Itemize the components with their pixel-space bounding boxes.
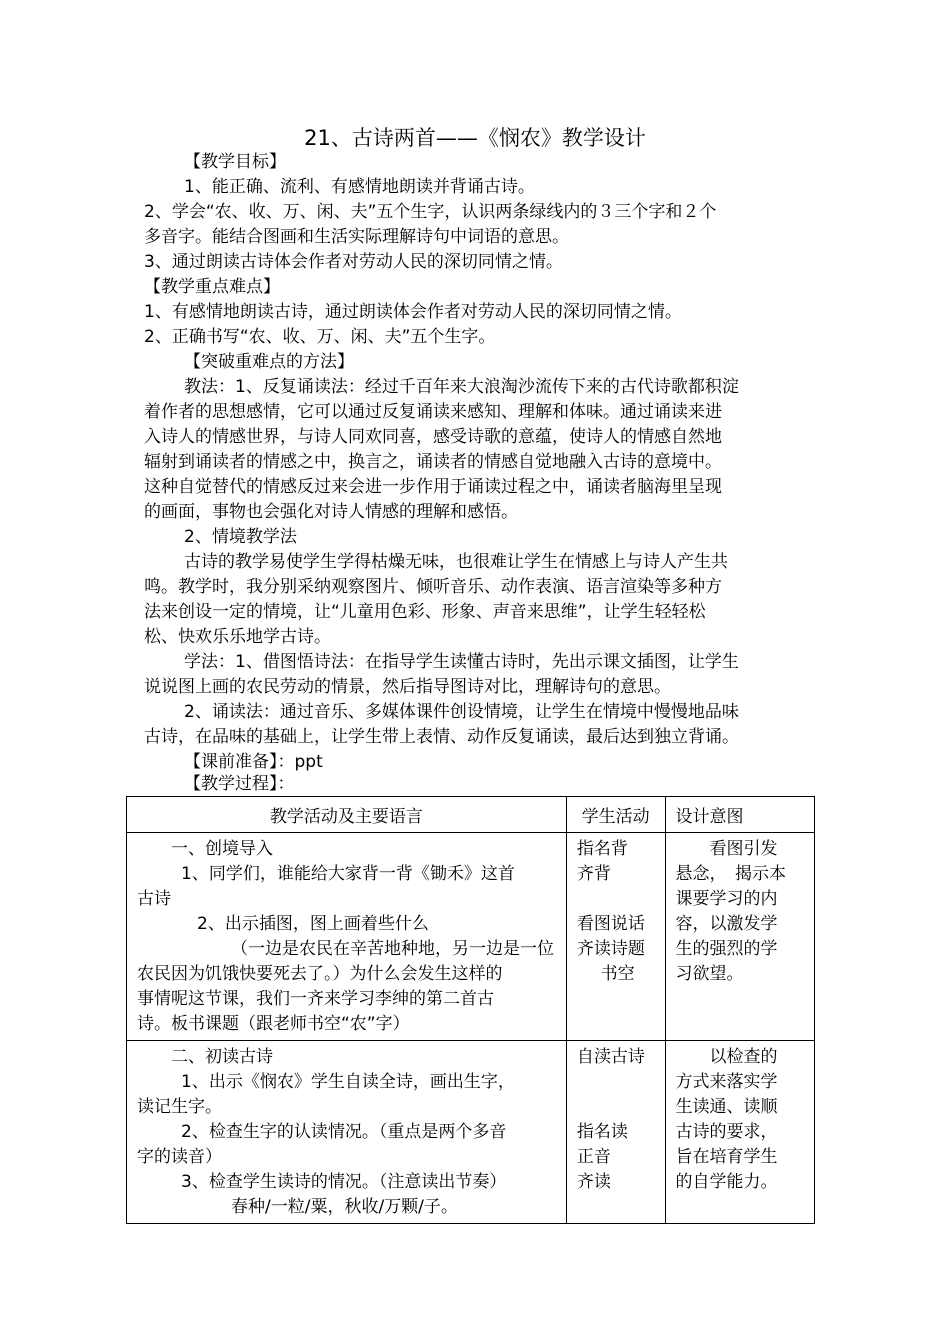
method-line: 2、诵读法：通过音乐、多媒体课件创设情境，让学生在情境中慢慢地品味 — [184, 702, 739, 722]
activity-line: 二、初读古诗 — [171, 1047, 273, 1067]
student-line: 齐背 — [576, 864, 611, 884]
activity-line: 读记生字。 — [137, 1097, 222, 1117]
intent-cell — [665, 1041, 815, 1224]
student-line: 指名背 — [576, 839, 628, 859]
student-cell — [566, 1041, 665, 1224]
process-heading: 【教学过程】： — [184, 774, 295, 794]
method-line: 松、快欢乐乐地学古诗。 — [144, 627, 331, 647]
objectives-heading: 【教学目标】 — [184, 152, 286, 172]
activity-cell — [127, 1041, 567, 1224]
activity-line: 农民因为饥饿快要死去了。）为什么会发生这样的 — [137, 964, 503, 984]
header-intent: 设计意图 — [665, 797, 815, 833]
activity-line: 2、检查生字的认读情况。（重点是两个多音 — [181, 1122, 507, 1142]
method-line: 鸣。教学时，我分别采纳观察图片、倾听音乐、动作表演、语言渲染等多种方 — [144, 577, 722, 597]
method-line: 这种自觉替代的情感反过来会进一步作用于诵读过程之中，诵读者脑海里呈现 — [144, 477, 722, 497]
header-student: 学生活动 — [566, 797, 665, 833]
method-line: 学法：1、借图悟诗法：在指导学生读懂古诗时，先出示课文插图，让学生 — [184, 652, 739, 672]
intent-line: 容，以激发学 — [675, 914, 778, 934]
method-line: 辐射到诵读者的情感之中，换言之，诵读者的情感自觉地融入古诗的意境中。 — [144, 452, 722, 472]
activity-line: 2、出示插图，图上画着些什么 — [197, 914, 429, 934]
process-table — [126, 796, 815, 1224]
activity-line: 诗。板书课题（跟老师书空“农”字） — [137, 1014, 410, 1034]
method-line: 2、情境教学法 — [184, 527, 297, 547]
table-row — [127, 1041, 815, 1224]
intent-line: 的自学能力。 — [675, 1172, 778, 1192]
table-row — [127, 833, 815, 1041]
method-line: 古诗的教学易使学生学得枯燥无味，也很难让学生在情感上与诗人产生共 — [184, 552, 728, 572]
intent-line: 生的强烈的学 — [675, 939, 778, 959]
prep-line: 【课前准备】：ppt — [184, 752, 323, 772]
method-line: 的画面，事物也会强化对诗人情感的理解和感悟。 — [144, 502, 518, 522]
activity-line: （一边是农民在辛苦地种地，另一边是一位 — [231, 939, 554, 959]
intent-line: 悬念， 揭示本 — [675, 864, 786, 884]
activity-line: 字的读音） — [137, 1147, 222, 1167]
student-line: 指名读 — [576, 1122, 628, 1142]
activity-line: 古诗 — [137, 889, 171, 909]
activity-line: 一、创境导入 — [171, 839, 273, 859]
objective-line: 1、能正确、流利、有感情地朗读并背诵古诗。 — [184, 177, 535, 197]
header-activity: 教学活动及主要语言 — [127, 797, 567, 833]
student-cell — [566, 833, 665, 1041]
student-line: 自渎古诗 — [576, 1047, 645, 1067]
key-point-line: 2、正确书写“农、收、万、闲、夫”五个生字。 — [144, 327, 496, 347]
activity-line: 3、检查学生读诗的情况。（注意读出节奏） — [181, 1172, 507, 1192]
student-line: 书空 — [600, 964, 635, 984]
method-line: 说说图上画的农民劳动的情景，然后指导图诗对比，理解诗句的意思。 — [144, 677, 671, 697]
intent-line: 古诗的要求， — [675, 1122, 778, 1142]
intent-line: 课要学习的内 — [675, 889, 778, 909]
activity-line: 春种/一粒/粟，秋收/万颗/子。 — [231, 1197, 458, 1217]
methods-heading: 【突破重难点的方法】 — [184, 352, 354, 372]
activity-line: 事情呢这节课，我们一齐来学习李绅的第二首古 — [137, 989, 494, 1009]
objective-line: 3、通过朗读古诗体会作者对劳动人民的深切同情之情。 — [144, 252, 563, 272]
method-line: 法来创设一定的情境，让“儿童用色彩、形象、声音来思维”，让学生轻轻松 — [144, 602, 706, 622]
student-line: 看图说话 — [576, 914, 645, 934]
intent-line: 生读通、读顺 — [675, 1097, 778, 1117]
activity-cell — [127, 833, 567, 1041]
method-line: 教法：1、反复诵读法：经过千百年来大浪淘沙流传下来的古代诗歌都积淀 — [184, 377, 739, 397]
key-points-heading: 【教学重点难点】 — [144, 277, 280, 297]
student-line: 齐读诗题 — [576, 939, 645, 959]
student-line: 齐读 — [576, 1172, 611, 1192]
objective-line: 多音字。能结合图画和生活实际理解诗句中词语的意思。 — [144, 227, 569, 247]
method-line: 入诗人的情感世界，与诗人同欢同喜，感受诗歌的意蕴，使诗人的情感自然地 — [144, 427, 722, 447]
intent-line: 旨在培育学生 — [675, 1147, 778, 1167]
method-line: 古诗，在品味的基础上，让学生带上表情、动作反复诵读，最后达到独立背诵。 — [144, 727, 739, 747]
student-line: 正音 — [576, 1147, 611, 1167]
intent-line: 以检查的 — [709, 1047, 778, 1067]
page-title: 21、古诗两首——《悯农》教学设计 — [304, 126, 646, 150]
key-point-line: 1、有感情地朗读古诗，通过朗读体会作者对劳动人民的深切同情之情。 — [144, 302, 682, 322]
method-line: 着作者的思想感情，它可以通过反复诵读来感知、理解和体味。通过诵读来进 — [144, 402, 722, 422]
activity-line: 1、出示《悯农》学生自读全诗，画出生字， — [181, 1072, 515, 1092]
objective-line: 2、学会“农、收、万、闲、夫”五个生字，认识两条绿线内的３三个字和２个 — [144, 202, 717, 222]
intent-line: 看图引发 — [709, 839, 778, 859]
table-header-row — [127, 797, 815, 833]
intent-line: 习欲望。 — [675, 964, 744, 984]
intent-line: 方式来落实学 — [675, 1072, 778, 1092]
activity-line: 1、同学们，谁能给大家背一背《锄禾》这首 — [181, 864, 515, 884]
intent-cell — [665, 833, 815, 1041]
